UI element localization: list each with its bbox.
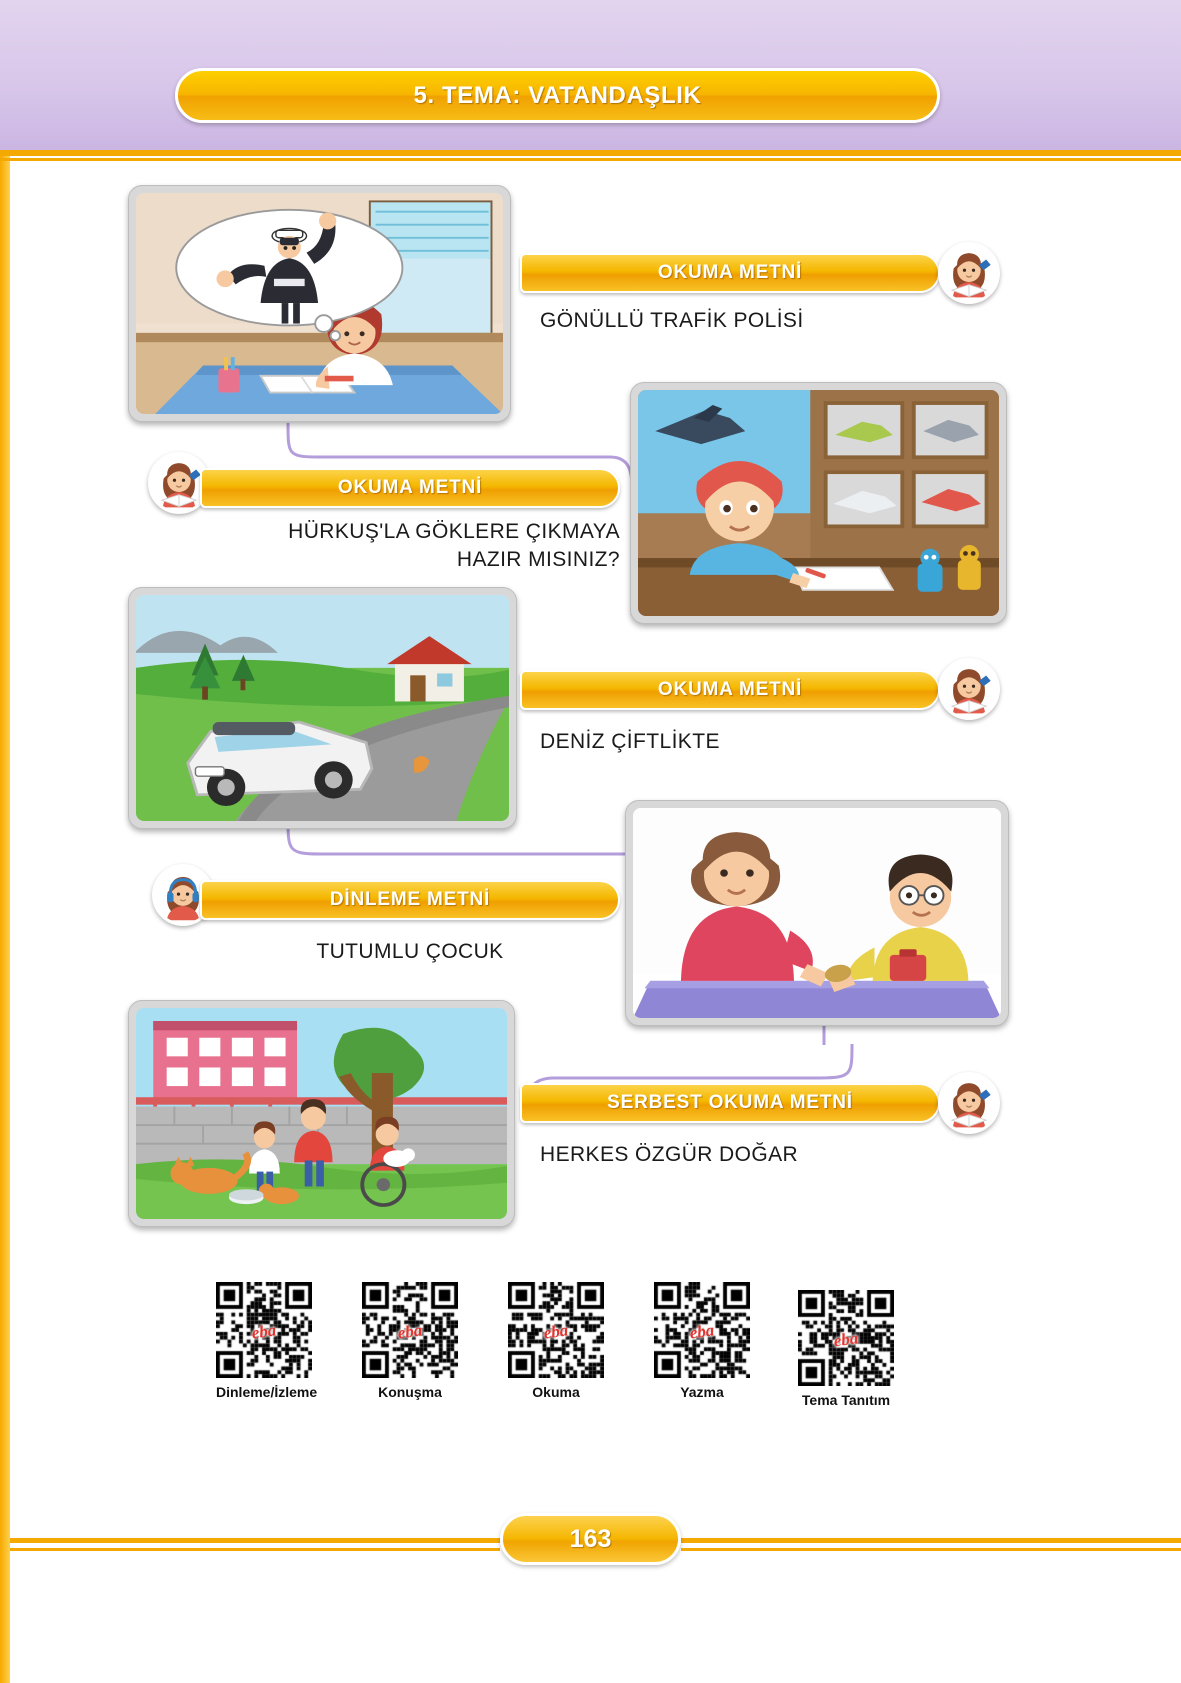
illustration-5-inner [136,1008,507,1219]
mascot-1-reading-girl [938,242,1000,304]
qr-code-4[interactable] [798,1290,894,1386]
qr-item-0[interactable] [216,1282,317,1400]
qr-label-3: Yazma [680,1384,724,1400]
theme-title-pill [175,68,940,123]
theme-title-text: 5. TEMA: VATANDAŞLIK [413,81,702,109]
girl-at-desk-thinking-about-traffic-police-icon [136,193,503,414]
illustration-1-inner [136,193,503,414]
page-number-text: 163 [569,1524,612,1553]
illustration-3-inner [136,595,509,821]
header-divider-thin [0,158,1181,161]
qr-item-2[interactable] [508,1282,604,1400]
reading-girl-icon [941,661,997,717]
qr-item-3[interactable] [654,1282,750,1400]
illustration-card-2 [630,382,1007,624]
banner-3 [520,670,940,710]
qr-brand-label-3: eba [688,1320,716,1343]
qr-item-1[interactable] [362,1282,458,1400]
boy-drawing-airplanes-icon [638,390,999,616]
banner-2-title [200,518,620,575]
page-left-accent-band [0,0,10,1683]
banner-2 [200,468,620,508]
illustration-card-4 [625,800,1009,1026]
illustration-card-3 [128,587,517,829]
banner-5 [520,1083,940,1123]
qr-code-2[interactable] [508,1282,604,1378]
page-number-pill [500,1513,681,1565]
banner-5-label: SERBEST OKUMA METNİ [607,1092,853,1113]
qr-code-3[interactable] [654,1282,750,1378]
qr-brand-label-2: eba [542,1320,570,1343]
footer-rule-right [681,1538,1181,1543]
qr-brand-label-0: eba [250,1320,278,1343]
qr-label-2: Okuma [532,1384,580,1400]
mascot-3-reading-girl [938,658,1000,720]
banner-2-title-line2: HAZIR MISINIZ? [456,548,620,572]
illustration-card-1 [128,185,511,422]
reading-girl-icon [941,1075,997,1131]
qr-code-1[interactable] [362,1282,458,1378]
reading-girl-icon [941,245,997,301]
illustration-card-5 [128,1000,515,1227]
mascot-5-reading-girl [938,1072,1000,1134]
illustration-2-inner [638,390,999,616]
reading-girl-icon [151,455,207,511]
children-playing-outside-with-cats-icon [136,1008,507,1219]
banner-1-label: OKUMA METNİ [657,262,803,283]
car-on-country-road-with-house-icon [136,595,509,821]
footer-rule-left-thin [10,1548,500,1551]
banner-1 [520,253,940,293]
banner-2-label: OKUMA METNİ [337,477,483,498]
banner-2-title-line1: HÜRKUŞ'LA GÖKLERE ÇIKMAYA [288,520,620,543]
footer-rule-right-thin [681,1548,1181,1551]
qr-code-0[interactable] [216,1282,312,1378]
banner-4 [200,880,620,920]
banner-3-title: DENİZ ÇİFTLİKTE [540,730,720,753]
banner-4-label: DİNLEME METNİ [329,889,491,910]
qr-item-4[interactable] [798,1290,894,1408]
qr-brand-label-1: eba [396,1320,424,1343]
illustration-4-inner [633,808,1001,1018]
qr-label-4: Tema Tanıtım [801,1392,891,1408]
header-divider-thick [0,150,1181,156]
qr-label-0: Dinleme/İzleme [216,1384,318,1400]
qr-brand-label-4: eba [832,1328,860,1351]
mother-and-boy-with-piggy-bank-icon [633,808,1001,1018]
qr-label-1: Konuşma [378,1384,442,1400]
banner-1-title: GÖNÜLLÜ TRAFİK POLİSİ [540,309,804,332]
banner-5-title: HERKES ÖZGÜR DOĞAR [540,1143,799,1166]
footer-rule-left [10,1538,500,1543]
banner-3-label: OKUMA METNİ [657,679,803,700]
banner-4-title: TUTUMLU ÇOCUK [316,940,504,963]
qr-code-row [190,1282,950,1412]
